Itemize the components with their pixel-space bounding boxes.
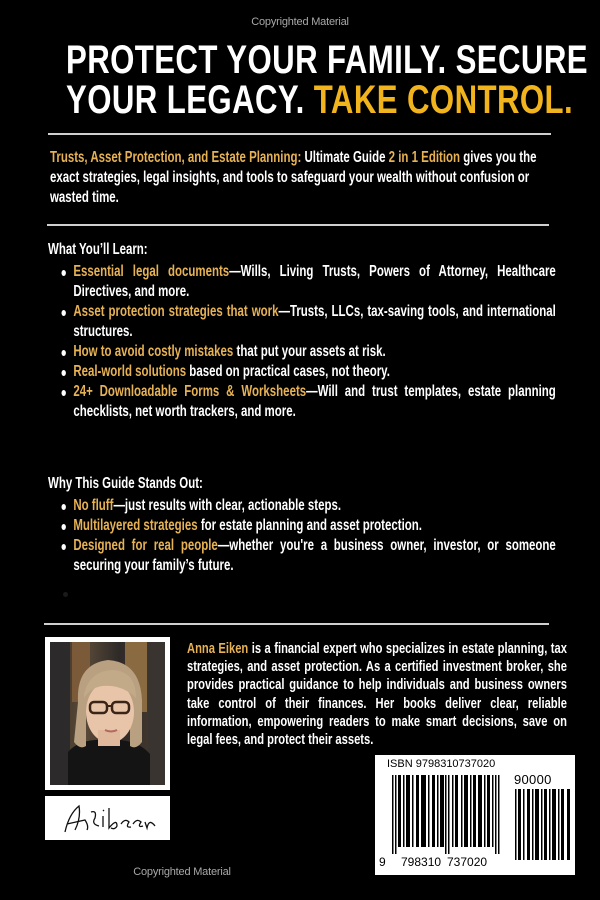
standout-list [60,496,556,576]
author-photo [50,642,165,785]
list-item-text: for estate planning and asset protection. [197,517,422,534]
portrait-illustration [50,642,165,785]
list-item-highlight: Asset protection strategies that work [73,303,279,320]
book-subtitle: Ultimate Guide [301,149,389,166]
barcode-digits-group-2: 737020 [447,855,488,869]
list-item-highlight: Essential legal documents [73,263,230,280]
list-item-text: —just results with clear, actionable steps. [113,497,342,514]
author-name: Anna Eiken [187,640,249,657]
intro-paragraph [50,148,551,208]
barcode-digit-lead: 9 [379,855,386,869]
price-code: 90000 [514,772,552,787]
divider-middle [47,224,549,226]
list-item-highlight: 24+ Downloadable Forms & Worksheets [73,383,307,400]
empty-bullet [63,592,68,597]
standout-heading: Why This Guide Stands Out: [48,475,203,492]
list-item-highlight: Real-world solutions [73,363,187,380]
list-item [60,496,556,516]
list-item [60,362,556,382]
headline [66,38,588,122]
list-item-text: —Will and trust templates, estate planning checklists, net worth trackers, and more. [73,383,556,420]
learn-list [60,262,556,422]
book-title: Trusts, Asset Protection, and Estate Planning: [50,149,302,166]
author-photo-frame [45,637,170,790]
headline-line-2-plain: YOUR LEGACY. [66,78,314,122]
list-item [60,342,556,362]
list-item-highlight: Designed for real people [73,537,218,554]
list-item-text: based on practical cases, not theory. [186,363,390,380]
barcode-digits-group-1: 798310 [401,855,442,869]
list-item-highlight: No fluff [73,497,114,514]
divider-top [48,133,551,135]
isbn-label: ISBN 9798310737020 [387,758,496,770]
intro-body: gives you the exact strategies, legal insights, and tools to safeguard your wealth without confusion or wasted time. [50,149,537,206]
author-signature [45,796,170,840]
divider-bottom [44,623,549,625]
list-item-text: —Trusts, LLCs, tax-saving tools, and international structures. [73,303,556,340]
list-item [60,516,556,536]
list-item [60,262,556,302]
list-item-text: —whether you're a business owner, investor, or someone securing your family’s future. [73,537,556,574]
list-item-text: that put your assets at risk. [233,343,386,360]
isbn-barcode [375,755,575,875]
barcode-bars [392,775,500,854]
copyright-notice-bottom: Copyrighted Material [133,866,231,878]
author-bio-text: is a financial expert who specializes in estate planning, tax strategies, and asset protection. As a certified investment broker, she provides practical guidance to help individuals and business owners take control of their finances. Her books deliver clear, reliable information, empowering readers to make smart decisions, save on legal fees, and protect their assets. [187,640,567,749]
copyright-notice-top: Copyrighted Material [251,16,349,28]
author-bio [187,640,567,749]
list-item-highlight: How to avoid costly mistakes [73,343,234,360]
list-item [60,536,556,576]
price-barcode-bars [515,789,572,860]
headline-line-2 [66,78,574,122]
list-item-highlight: Multilayered strategies [73,517,198,534]
list-item [60,382,556,422]
edition-label: 2 in 1 Edition [388,149,461,166]
list-item-text: —Wills, Living Trusts, Powers of Attorney, Healthcare Directives, and more. [73,263,556,300]
headline-accent: TAKE CONTROL. [313,78,574,122]
signature-icon [45,796,170,840]
list-item [60,302,556,342]
headline-line-1: PROTECT YOUR FAMILY. SECURE [66,38,588,82]
learn-heading: What You’ll Learn: [48,241,148,258]
